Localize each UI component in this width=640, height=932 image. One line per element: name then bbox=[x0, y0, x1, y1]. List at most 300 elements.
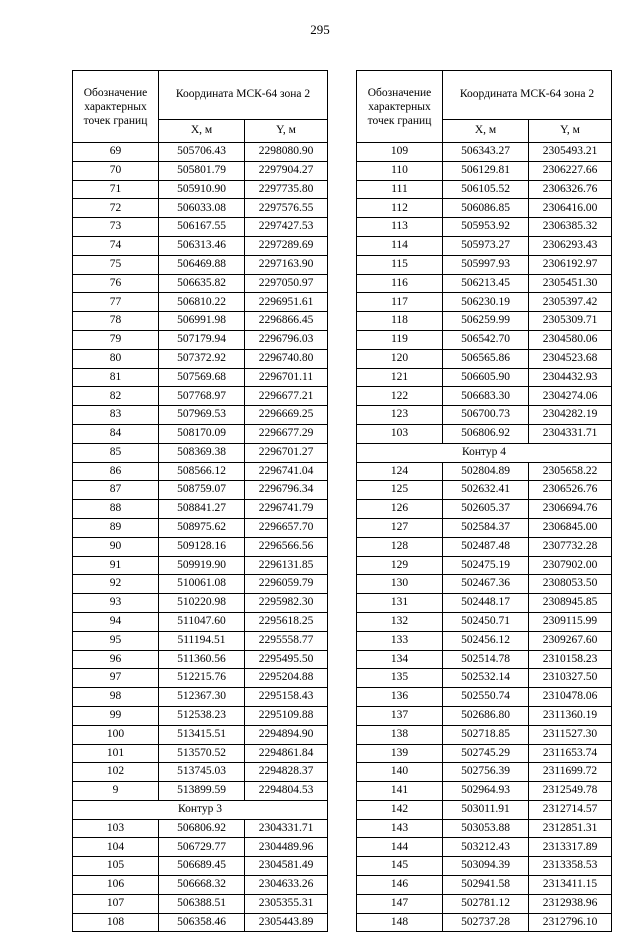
x-coordinate-cell: 502448.17 bbox=[443, 594, 529, 613]
table-row bbox=[357, 800, 612, 819]
table-row bbox=[357, 255, 612, 274]
table-row bbox=[73, 782, 328, 801]
y-coordinate-cell: 2297904.27 bbox=[245, 161, 328, 180]
x-coordinate-cell: 507768.97 bbox=[159, 387, 245, 406]
y-coordinate-cell: 2304580.06 bbox=[529, 330, 612, 349]
point-id-cell: 122 bbox=[357, 387, 443, 406]
point-id-cell: 121 bbox=[357, 368, 443, 387]
x-coordinate-cell: 502941.58 bbox=[443, 876, 529, 895]
point-id-cell: 82 bbox=[73, 387, 159, 406]
x-column-header: X, м bbox=[159, 120, 245, 143]
x-coordinate-cell: 506542.70 bbox=[443, 330, 529, 349]
y-coordinate-cell: 2295204.88 bbox=[245, 669, 328, 688]
table-row bbox=[357, 274, 612, 293]
point-id-cell: 96 bbox=[73, 650, 159, 669]
y-coordinate-cell: 2295495.50 bbox=[245, 650, 328, 669]
y-coordinate-cell: 2297427.53 bbox=[245, 218, 328, 237]
y-coordinate-cell: 2313411.15 bbox=[529, 876, 612, 895]
x-coordinate-cell: 502686.80 bbox=[443, 706, 529, 725]
table-row bbox=[357, 387, 612, 406]
x-coordinate-cell: 506683.30 bbox=[443, 387, 529, 406]
x-coordinate-cell: 502450.71 bbox=[443, 612, 529, 631]
table-row bbox=[73, 819, 328, 838]
point-id-cell: 128 bbox=[357, 537, 443, 556]
table-row bbox=[73, 349, 328, 368]
table-row bbox=[357, 725, 612, 744]
table-row bbox=[357, 594, 612, 613]
x-coordinate-cell: 506810.22 bbox=[159, 293, 245, 312]
point-id-cell: 101 bbox=[73, 744, 159, 763]
y-column-header: Y, м bbox=[529, 120, 612, 143]
y-coordinate-cell: 2297576.55 bbox=[245, 199, 328, 218]
point-id-cell: 141 bbox=[357, 782, 443, 801]
table-row bbox=[357, 706, 612, 725]
point-id-cell: 114 bbox=[357, 236, 443, 255]
point-id-cell: 97 bbox=[73, 669, 159, 688]
point-id-cell: 86 bbox=[73, 462, 159, 481]
point-id-cell: 106 bbox=[73, 876, 159, 895]
section-label: Контур 3 bbox=[73, 800, 328, 819]
x-coordinate-cell: 512367.30 bbox=[159, 688, 245, 707]
y-coordinate-cell: 2307902.00 bbox=[529, 556, 612, 575]
y-coordinate-cell: 2296866.45 bbox=[245, 312, 328, 331]
x-coordinate-cell: 505973.27 bbox=[443, 236, 529, 255]
point-id-cell: 144 bbox=[357, 838, 443, 857]
table-row bbox=[357, 518, 612, 537]
x-coordinate-cell: 508975.62 bbox=[159, 518, 245, 537]
y-coordinate-cell: 2306227.66 bbox=[529, 161, 612, 180]
point-id-cell: 95 bbox=[73, 631, 159, 650]
y-coordinate-cell: 2295109.88 bbox=[245, 706, 328, 725]
table-row bbox=[357, 368, 612, 387]
point-id-cell: 126 bbox=[357, 500, 443, 519]
y-coordinate-cell: 2306845.00 bbox=[529, 518, 612, 537]
page-number: 295 bbox=[310, 22, 330, 37]
table-row bbox=[73, 744, 328, 763]
y-coordinate-cell: 2306526.76 bbox=[529, 481, 612, 500]
x-coordinate-cell: 506635.82 bbox=[159, 274, 245, 293]
table-row bbox=[357, 293, 612, 312]
x-coordinate-cell: 506469.88 bbox=[159, 255, 245, 274]
x-coordinate-cell: 506565.86 bbox=[443, 349, 529, 368]
point-id-cell: 118 bbox=[357, 312, 443, 331]
x-coordinate-cell: 510220.98 bbox=[159, 594, 245, 613]
x-coordinate-cell: 508566.12 bbox=[159, 462, 245, 481]
point-id-cell: 85 bbox=[73, 443, 159, 462]
table-row bbox=[357, 481, 612, 500]
point-id-cell: 71 bbox=[73, 180, 159, 199]
x-coordinate-cell: 512215.76 bbox=[159, 669, 245, 688]
x-coordinate-cell: 506388.51 bbox=[159, 894, 245, 913]
point-id-cell: 119 bbox=[357, 330, 443, 349]
point-id-cell: 132 bbox=[357, 612, 443, 631]
x-coordinate-cell: 513745.03 bbox=[159, 763, 245, 782]
table-row bbox=[73, 330, 328, 349]
y-coordinate-cell: 2296657.70 bbox=[245, 518, 328, 537]
table-row bbox=[73, 143, 328, 162]
point-id-cell: 89 bbox=[73, 518, 159, 537]
table-row bbox=[357, 612, 612, 631]
y-coordinate-cell: 2296796.34 bbox=[245, 481, 328, 500]
x-coordinate-cell: 513570.52 bbox=[159, 744, 245, 763]
x-coordinate-cell: 506358.46 bbox=[159, 913, 245, 932]
y-coordinate-cell: 2304581.49 bbox=[245, 857, 328, 876]
table-row bbox=[73, 500, 328, 519]
point-column-header: Обозначение характерных точек границ bbox=[357, 71, 443, 143]
y-coordinate-cell: 2295558.77 bbox=[245, 631, 328, 650]
x-coordinate-cell: 505801.79 bbox=[159, 161, 245, 180]
table-row bbox=[357, 312, 612, 331]
y-coordinate-cell: 2312714.57 bbox=[529, 800, 612, 819]
y-coordinate-cell: 2307732.28 bbox=[529, 537, 612, 556]
y-coordinate-cell: 2306385.32 bbox=[529, 218, 612, 237]
x-coordinate-cell: 505997.93 bbox=[443, 255, 529, 274]
point-id-cell: 102 bbox=[73, 763, 159, 782]
y-coordinate-cell: 2311527.30 bbox=[529, 725, 612, 744]
table-body bbox=[357, 143, 612, 932]
section-row bbox=[73, 800, 328, 819]
y-coordinate-cell: 2310327.50 bbox=[529, 669, 612, 688]
y-coordinate-cell: 2296701.27 bbox=[245, 443, 328, 462]
table-row bbox=[73, 763, 328, 782]
x-coordinate-cell: 506668.32 bbox=[159, 876, 245, 895]
y-coordinate-cell: 2294861.84 bbox=[245, 744, 328, 763]
x-coordinate-cell: 502456.12 bbox=[443, 631, 529, 650]
point-id-cell: 80 bbox=[73, 349, 159, 368]
point-id-cell: 105 bbox=[73, 857, 159, 876]
point-id-cell: 130 bbox=[357, 575, 443, 594]
table-row bbox=[357, 744, 612, 763]
x-coordinate-cell: 506313.46 bbox=[159, 236, 245, 255]
x-coordinate-cell: 502514.78 bbox=[443, 650, 529, 669]
table-row bbox=[357, 406, 612, 425]
x-coordinate-cell: 512538.23 bbox=[159, 706, 245, 725]
x-coordinate-cell: 506033.08 bbox=[159, 199, 245, 218]
point-id-cell: 75 bbox=[73, 255, 159, 274]
point-id-cell: 112 bbox=[357, 199, 443, 218]
x-coordinate-cell: 506806.92 bbox=[443, 424, 529, 443]
y-coordinate-cell: 2304523.68 bbox=[529, 349, 612, 368]
coordinates-table-right bbox=[356, 70, 612, 932]
table-row bbox=[357, 500, 612, 519]
x-coordinate-cell: 502745.29 bbox=[443, 744, 529, 763]
y-coordinate-cell: 2297289.69 bbox=[245, 236, 328, 255]
table-row bbox=[73, 612, 328, 631]
y-coordinate-cell: 2295982.30 bbox=[245, 594, 328, 613]
y-coordinate-cell: 2304331.71 bbox=[529, 424, 612, 443]
x-coordinate-cell: 505910.90 bbox=[159, 180, 245, 199]
y-coordinate-cell: 2297050.97 bbox=[245, 274, 328, 293]
table-row bbox=[73, 913, 328, 932]
point-id-cell: 145 bbox=[357, 857, 443, 876]
point-id-cell: 123 bbox=[357, 406, 443, 425]
point-id-cell: 77 bbox=[73, 293, 159, 312]
table-row bbox=[357, 161, 612, 180]
table-row bbox=[357, 913, 612, 932]
table-row bbox=[357, 556, 612, 575]
y-coordinate-cell: 2296701.11 bbox=[245, 368, 328, 387]
table-row bbox=[357, 349, 612, 368]
x-coordinate-cell: 502584.37 bbox=[443, 518, 529, 537]
y-coordinate-cell: 2296059.79 bbox=[245, 575, 328, 594]
point-id-cell: 140 bbox=[357, 763, 443, 782]
y-coordinate-cell: 2312549.78 bbox=[529, 782, 612, 801]
point-id-cell: 139 bbox=[357, 744, 443, 763]
table-row bbox=[73, 161, 328, 180]
point-id-cell: 136 bbox=[357, 688, 443, 707]
x-coordinate-cell: 508759.07 bbox=[159, 481, 245, 500]
table-row bbox=[73, 255, 328, 274]
y-coordinate-cell: 2294828.37 bbox=[245, 763, 328, 782]
table-row bbox=[357, 575, 612, 594]
point-id-cell: 83 bbox=[73, 406, 159, 425]
table-row bbox=[357, 218, 612, 237]
y-coordinate-cell: 2304633.26 bbox=[245, 876, 328, 895]
point-id-cell: 135 bbox=[357, 669, 443, 688]
y-coordinate-cell: 2298080.90 bbox=[245, 143, 328, 162]
point-id-cell: 79 bbox=[73, 330, 159, 349]
point-id-cell: 91 bbox=[73, 556, 159, 575]
x-coordinate-cell: 508369.38 bbox=[159, 443, 245, 462]
table-row bbox=[73, 406, 328, 425]
y-coordinate-cell: 2296566.56 bbox=[245, 537, 328, 556]
x-coordinate-cell: 511194.51 bbox=[159, 631, 245, 650]
table-row bbox=[73, 725, 328, 744]
point-id-cell: 131 bbox=[357, 594, 443, 613]
table-row bbox=[73, 462, 328, 481]
x-coordinate-cell: 502632.41 bbox=[443, 481, 529, 500]
x-coordinate-cell: 502550.74 bbox=[443, 688, 529, 707]
coordinates-table-left bbox=[72, 70, 328, 932]
x-coordinate-cell: 507969.53 bbox=[159, 406, 245, 425]
x-coordinate-cell: 507372.92 bbox=[159, 349, 245, 368]
x-coordinate-cell: 502781.12 bbox=[443, 894, 529, 913]
x-coordinate-cell: 502718.85 bbox=[443, 725, 529, 744]
y-coordinate-cell: 2305397.42 bbox=[529, 293, 612, 312]
section-row bbox=[357, 443, 612, 462]
point-id-cell: 120 bbox=[357, 349, 443, 368]
y-coordinate-cell: 2308945.85 bbox=[529, 594, 612, 613]
point-id-cell: 92 bbox=[73, 575, 159, 594]
y-coordinate-cell: 2306694.76 bbox=[529, 500, 612, 519]
table-row bbox=[73, 199, 328, 218]
point-id-cell: 148 bbox=[357, 913, 443, 932]
y-coordinate-cell: 2304331.71 bbox=[245, 819, 328, 838]
point-id-cell: 137 bbox=[357, 706, 443, 725]
point-id-cell: 108 bbox=[73, 913, 159, 932]
point-id-cell: 99 bbox=[73, 706, 159, 725]
x-coordinate-cell: 502756.39 bbox=[443, 763, 529, 782]
x-coordinate-cell: 502475.19 bbox=[443, 556, 529, 575]
y-coordinate-cell: 2305493.21 bbox=[529, 143, 612, 162]
x-coordinate-cell: 506605.90 bbox=[443, 368, 529, 387]
point-id-cell: 73 bbox=[73, 218, 159, 237]
y-coordinate-cell: 2295618.25 bbox=[245, 612, 328, 631]
point-id-cell: 70 bbox=[73, 161, 159, 180]
x-coordinate-cell: 513899.59 bbox=[159, 782, 245, 801]
x-coordinate-cell: 502532.14 bbox=[443, 669, 529, 688]
table-row bbox=[73, 876, 328, 895]
point-id-cell: 146 bbox=[357, 876, 443, 895]
x-coordinate-cell: 510061.08 bbox=[159, 575, 245, 594]
x-coordinate-cell: 503094.39 bbox=[443, 857, 529, 876]
table-row bbox=[357, 894, 612, 913]
table-row bbox=[357, 330, 612, 349]
y-coordinate-cell: 2297735.80 bbox=[245, 180, 328, 199]
table-row bbox=[73, 293, 328, 312]
y-coordinate-cell: 2305355.31 bbox=[245, 894, 328, 913]
y-coordinate-cell: 2309115.99 bbox=[529, 612, 612, 631]
table-row bbox=[357, 763, 612, 782]
x-coordinate-cell: 506343.27 bbox=[443, 143, 529, 162]
point-id-cell: 90 bbox=[73, 537, 159, 556]
point-id-cell: 84 bbox=[73, 424, 159, 443]
x-coordinate-cell: 507569.68 bbox=[159, 368, 245, 387]
y-coordinate-cell: 2305451.30 bbox=[529, 274, 612, 293]
point-id-cell: 69 bbox=[73, 143, 159, 162]
table-row bbox=[357, 819, 612, 838]
y-coordinate-cell: 2304432.93 bbox=[529, 368, 612, 387]
point-id-cell: 87 bbox=[73, 481, 159, 500]
x-coordinate-cell: 506230.19 bbox=[443, 293, 529, 312]
point-id-cell: 109 bbox=[357, 143, 443, 162]
y-coordinate-cell: 2296951.61 bbox=[245, 293, 328, 312]
y-coordinate-cell: 2305309.71 bbox=[529, 312, 612, 331]
point-id-cell: 103 bbox=[357, 424, 443, 443]
y-coordinate-cell: 2312796.10 bbox=[529, 913, 612, 932]
y-coordinate-cell: 2296131.85 bbox=[245, 556, 328, 575]
table-row bbox=[73, 443, 328, 462]
y-coordinate-cell: 2294804.53 bbox=[245, 782, 328, 801]
table-body bbox=[73, 143, 328, 932]
x-coordinate-cell: 506086.85 bbox=[443, 199, 529, 218]
x-coordinate-cell: 507179.94 bbox=[159, 330, 245, 349]
table-row bbox=[357, 650, 612, 669]
y-coordinate-cell: 2304489.96 bbox=[245, 838, 328, 857]
y-coordinate-cell: 2304274.06 bbox=[529, 387, 612, 406]
table-row bbox=[357, 782, 612, 801]
point-id-cell: 117 bbox=[357, 293, 443, 312]
x-coordinate-cell: 508841.27 bbox=[159, 500, 245, 519]
table-row bbox=[73, 838, 328, 857]
table-row bbox=[73, 650, 328, 669]
table-row bbox=[357, 199, 612, 218]
x-coordinate-cell: 506700.73 bbox=[443, 406, 529, 425]
point-id-cell: 127 bbox=[357, 518, 443, 537]
y-coordinate-cell: 2294894.90 bbox=[245, 725, 328, 744]
x-coordinate-cell: 509128.16 bbox=[159, 537, 245, 556]
x-coordinate-cell: 511047.60 bbox=[159, 612, 245, 631]
y-coordinate-cell: 2305443.89 bbox=[245, 913, 328, 932]
y-coordinate-cell: 2296669.25 bbox=[245, 406, 328, 425]
point-id-cell: 74 bbox=[73, 236, 159, 255]
x-coordinate-cell: 508170.09 bbox=[159, 424, 245, 443]
y-coordinate-cell: 2296796.03 bbox=[245, 330, 328, 349]
section-label: Контур 4 bbox=[357, 443, 612, 462]
point-id-cell: 124 bbox=[357, 462, 443, 481]
table-row bbox=[73, 218, 328, 237]
x-coordinate-cell: 505706.43 bbox=[159, 143, 245, 162]
coord-group-header: Координата МСК-64 зона 2 bbox=[443, 71, 612, 120]
table-row bbox=[73, 857, 328, 876]
point-id-cell: 76 bbox=[73, 274, 159, 293]
y-coordinate-cell: 2311699.72 bbox=[529, 763, 612, 782]
table-row bbox=[73, 669, 328, 688]
table-row bbox=[73, 481, 328, 500]
point-id-cell: 113 bbox=[357, 218, 443, 237]
y-coordinate-cell: 2296741.04 bbox=[245, 462, 328, 481]
x-coordinate-cell: 511360.56 bbox=[159, 650, 245, 669]
y-coordinate-cell: 2313317.89 bbox=[529, 838, 612, 857]
x-coordinate-cell: 506213.45 bbox=[443, 274, 529, 293]
table-row bbox=[73, 274, 328, 293]
point-id-cell: 78 bbox=[73, 312, 159, 331]
x-coordinate-cell: 503011.91 bbox=[443, 800, 529, 819]
point-id-cell: 111 bbox=[357, 180, 443, 199]
x-coordinate-cell: 502804.89 bbox=[443, 462, 529, 481]
point-id-cell: 104 bbox=[73, 838, 159, 857]
point-id-cell: 103 bbox=[73, 819, 159, 838]
table-row bbox=[357, 631, 612, 650]
y-coordinate-cell: 2313358.53 bbox=[529, 857, 612, 876]
point-id-cell: 98 bbox=[73, 688, 159, 707]
table-row bbox=[73, 537, 328, 556]
point-id-cell: 125 bbox=[357, 481, 443, 500]
y-coordinate-cell: 2305658.22 bbox=[529, 462, 612, 481]
table-row bbox=[357, 143, 612, 162]
point-id-cell: 129 bbox=[357, 556, 443, 575]
table-row bbox=[73, 424, 328, 443]
table-row bbox=[73, 575, 328, 594]
x-coordinate-cell: 506259.99 bbox=[443, 312, 529, 331]
point-id-cell: 107 bbox=[73, 894, 159, 913]
table-row bbox=[73, 387, 328, 406]
point-id-cell: 147 bbox=[357, 894, 443, 913]
table-row bbox=[73, 236, 328, 255]
y-coordinate-cell: 2296677.29 bbox=[245, 424, 328, 443]
x-coordinate-cell: 509919.90 bbox=[159, 556, 245, 575]
point-id-cell: 93 bbox=[73, 594, 159, 613]
y-coordinate-cell: 2306416.00 bbox=[529, 199, 612, 218]
table-row bbox=[73, 594, 328, 613]
x-coordinate-cell: 506105.52 bbox=[443, 180, 529, 199]
y-coordinate-cell: 2295158.43 bbox=[245, 688, 328, 707]
point-id-cell: 81 bbox=[73, 368, 159, 387]
y-coordinate-cell: 2306192.97 bbox=[529, 255, 612, 274]
point-id-cell: 94 bbox=[73, 612, 159, 631]
table-row bbox=[73, 312, 328, 331]
x-coordinate-cell: 502964.93 bbox=[443, 782, 529, 801]
y-coordinate-cell: 2311360.19 bbox=[529, 706, 612, 725]
x-coordinate-cell: 502605.37 bbox=[443, 500, 529, 519]
table-row bbox=[357, 180, 612, 199]
y-coordinate-cell: 2309267.60 bbox=[529, 631, 612, 650]
x-coordinate-cell: 506167.55 bbox=[159, 218, 245, 237]
y-coordinate-cell: 2308053.50 bbox=[529, 575, 612, 594]
table-row bbox=[73, 368, 328, 387]
point-id-cell: 100 bbox=[73, 725, 159, 744]
point-id-cell: 143 bbox=[357, 819, 443, 838]
y-coordinate-cell: 2310158.23 bbox=[529, 650, 612, 669]
y-coordinate-cell: 2311653.74 bbox=[529, 744, 612, 763]
y-coordinate-cell: 2306293.43 bbox=[529, 236, 612, 255]
x-column-header: X, м bbox=[443, 120, 529, 143]
table-row bbox=[73, 180, 328, 199]
table-row bbox=[357, 537, 612, 556]
table-row bbox=[357, 876, 612, 895]
x-coordinate-cell: 506129.81 bbox=[443, 161, 529, 180]
table-row bbox=[357, 857, 612, 876]
